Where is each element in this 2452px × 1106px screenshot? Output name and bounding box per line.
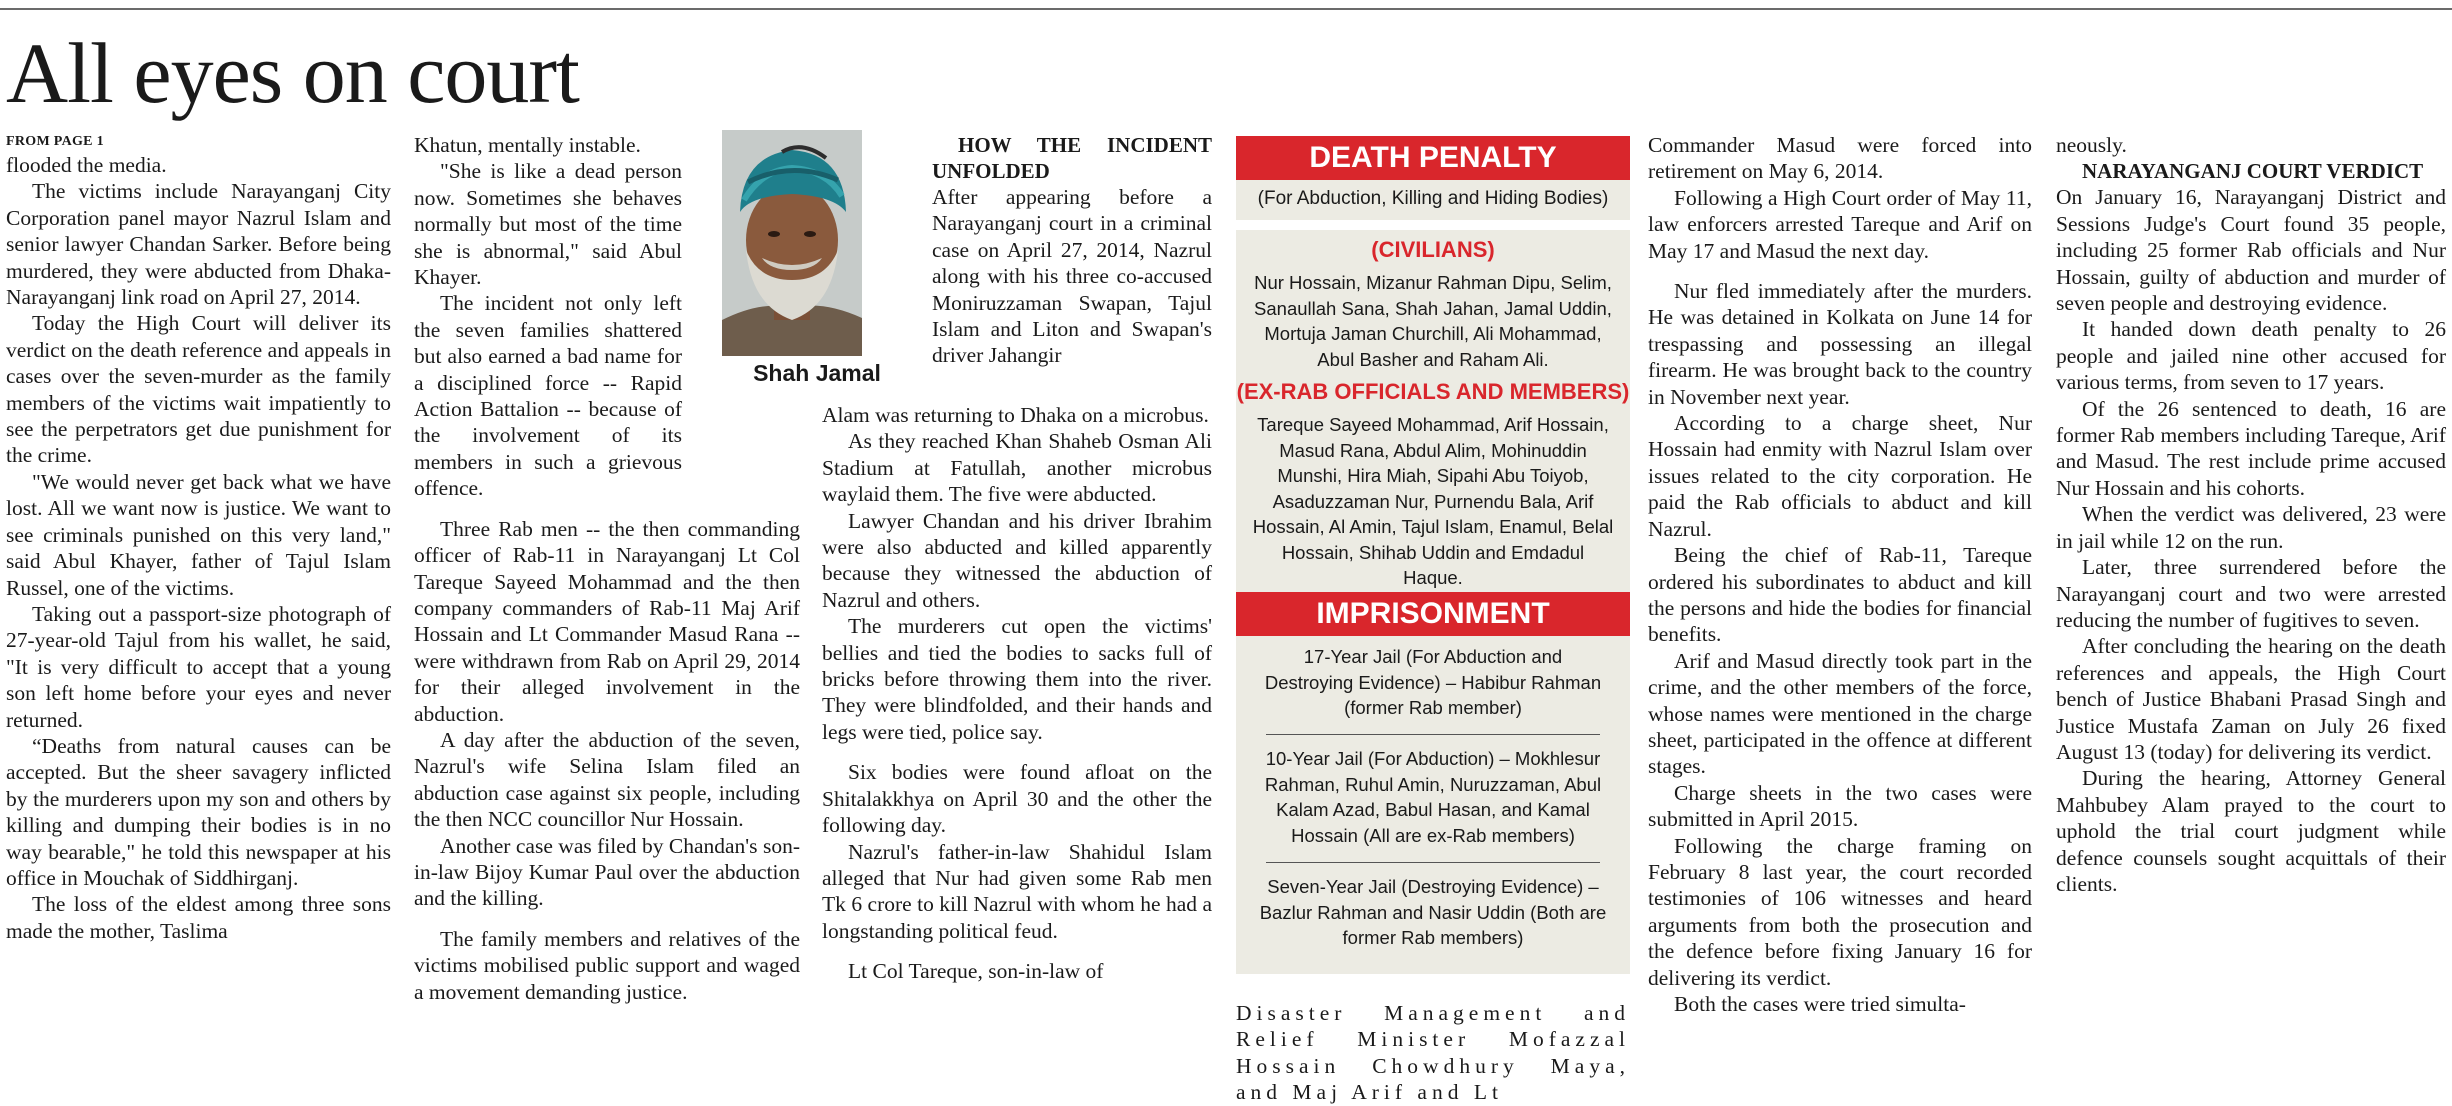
divider <box>1266 734 1600 735</box>
paragraph: The loss of the eldest among three sons made the mother, Taslima <box>6 892 391 943</box>
paragraph: It handed down death penalty to 26 people and jailed nine other accused for various terms, from seven to 17 years. <box>2056 317 2446 395</box>
paragraph: A day after the abduction of the seven, Nazrul's wife Selina Islam filed an abduction case against six people, including the then NCC councillor Nur Hossain. <box>414 727 800 832</box>
paragraph: Nur fled immediately after the murders. He was detained in Kolkata on June 14 for trespassing and possessing an illegal firearm. He was brought back to the country in November next year. <box>1648 279 2032 409</box>
divider <box>1266 862 1600 863</box>
paragraph: Nazrul's father-in-law Shahidul Islam alleged that Nur had given some Rab men Tk 6 crore to kill Nazrul with whom he had a longstanding political feud. <box>822 839 1212 943</box>
paragraph: Alam was returning to Dhaka on a microbus. <box>822 403 1209 427</box>
sentence-summary-box <box>1236 136 1630 974</box>
death-penalty-subtitle: (For Abduction, Killing and Hiding Bodies) <box>1257 188 1609 209</box>
civilians-list: Nur Hossain, Mizanur Rahman Dipu, Selim, Sanaullah Sana, Shah Jahan, Jamal Uddin, Mortuja Jaman Churchill, Ali Mohammad, Abul Basher and Raham Ali. <box>1254 272 1612 370</box>
paragraph: After appearing before a Narayanganj court in a criminal case on April 27, 2014, Nazrul along with his three co-accused Moniruzzaman Swapan, Tajul Islam and Liton and Swapan's driver Jahangir <box>932 185 1212 368</box>
column-1 <box>6 132 391 1078</box>
paragraph: According to a charge sheet, Nur Hossain had enmity with Nazrul Islam over issues related to the city corporation. He paid the Rab officials to abduct and kill Nazrul. <box>1648 411 2032 541</box>
column-3-top <box>932 132 1212 402</box>
portrait-photo <box>722 130 862 356</box>
column-3 <box>822 402 1212 1078</box>
civilians-heading: (CIVILIANS) <box>1371 237 1495 262</box>
paragraph: Lawyer Chandan and his driver Ibrahim were also abducted and killed apparently because they witnessed the abduction of Nazrul and others. <box>822 508 1212 612</box>
paragraph: Being the chief of Rab-11, Tareque ordered his subordinates to abduct and kill the persons and hide the bodies for financial benefits. <box>1648 543 2032 647</box>
headline: All eyes on court <box>6 25 579 121</box>
column-7 <box>2056 132 2446 1078</box>
box-separator <box>1236 220 1630 230</box>
death-penalty-banner: DEATH PENALTY <box>1236 136 1630 180</box>
paragraph: When the verdict was delivered, 23 were in jail while 12 on the run. <box>2056 502 2446 553</box>
paragraph: Charge sheets in the two cases were submitted in April 2015. <box>1648 780 2032 832</box>
jail-entry-seven-year: Seven-Year Jail (Destroying Evidence) – Bazlur Rahman and Nasir Uddin (Both are former Rab members) <box>1259 876 1607 948</box>
paragraph: Following a High Court order of May 11, law enforcers arrested Tareque and Arif on May 17 and Masud the next day. <box>1648 185 2032 263</box>
subhead-how-incident-unfolded: HOW THE INCIDENT UNFOLDED <box>932 133 1212 183</box>
jail-entry-10-year: 10-Year Jail (For Abduction) – Mokhlesur Rahman, Ruhul Amin, Nuruzzaman, Abul Kalam Azad, Babul Hasan, and Kamal Hossain (All are ex-Rab members) <box>1264 748 1602 846</box>
paragraph: Both the cases were tried simulta- <box>1674 992 1966 1016</box>
paragraph: Taking out a passport-size photograph of 27-year-old Tajul from his wallet, he said, "It is very difficult to accept that a young son left home before your eyes and never returned. <box>6 601 391 732</box>
photo-caption: Shah Jamal <box>753 360 881 386</box>
paragraph: Three Rab men -- the then commanding officer of Rab-11 in Narayanganj Lt Col Tareque Sayeed Mohammad and the then company commanders of Rab-11 Maj Arif Hossain and Lt Commander Masud Rana -- were withdrawn from Rab on April 29, 2014 for their alleged involvement in the abduction. <box>414 516 800 726</box>
paragraph: Disaster Management and Relief Minister Mofazzal Hossain Chowdhury Maya, and Maj Arif and Lt <box>1236 1001 1630 1105</box>
jail-entry-17-year: 17-Year Jail (For Abduction and Destroying Evidence) – Habibur Rahman (former Rab member) <box>1264 646 1602 718</box>
paragraph: Lt Col Tareque, son-in-law of <box>848 959 1104 984</box>
paragraph: "She is like a dead person now. Sometimes she behaves normally but most of the time she is abnormal," said Abul Khayer. <box>414 159 682 290</box>
paragraph: "We would never get back what we have lost. All we want now is justice. We want to see criminals punished on this very land," said Abul Khayer, father of Tajul Islam Russel, one of the victims. <box>6 469 391 600</box>
paragraph: As they reached Khan Shaheb Osman Ali Stadium at Fatullah, another microbus waylaid them. The five were abducted. <box>822 429 1212 507</box>
paragraph: On January 16, Narayanganj District and Sessions Judge's Court found 35 people, including 25 former Rab officials and Nur Hossain, guilty of abduction and murder of seven people and destroying evidence. <box>2056 185 2446 316</box>
paragraph: After concluding the hearing on the death references and appeals, the High Court bench of Justice Bhabani Prasad Singh and Justice Mustafa Zaman on July 26 fixed August 13 (today) for delivering its verdict. <box>2056 634 2446 764</box>
paragraph: Commander Masud were forced into retirement on May 6, 2014. <box>1648 133 2032 184</box>
column-6 <box>1648 132 2032 1078</box>
paragraph: Later, three surrendered before the Narayanganj court and two were arrested reducing the number of fugitives to seven. <box>2056 555 2446 632</box>
from-page-kicker: FROM PAGE 1 <box>6 134 104 149</box>
paragraph: “Deaths from natural causes can be accepted. But the sheer savagery inflicted by the murderers upon my son and others by killing and dumping their bodies is in no way bearable," he told this newspaper at his office in Mouchak of Siddhirganj. <box>6 733 391 890</box>
paragraph: The incident not only left the seven families shattered but also earned a bad name for a disciplined force -- Rapid Action Battalion -- because of the involvement of its members in such a grievous offence. <box>414 291 682 501</box>
subhead-narayanganj-court-verdict: NARAYANGANJ COURT VERDICT <box>2082 159 2424 184</box>
paragraph: Six bodies were found afloat on the Shitalakkhya on April 30 and the other the following day. <box>822 760 1212 838</box>
paragraph: Khatun, mentally instable. <box>414 133 641 157</box>
paragraph: The family members and relatives of the victims mobilised public support and waged a movement demanding justice. <box>414 926 800 1004</box>
ex-rab-list: Tareque Sayeed Mohammad, Arif Hossain, Masud Rana, Abdul Alim, Mohinuddin Munshi, Hira Miah, Sipahi Abu Toiyob, Asaduzzaman Nur, Purnendu Bala, Arif Hossain, Al Amin, Tajul Islam, Enamul, Belal Hossain, Shihab Uddin and Emdadul Haque. <box>1252 414 1614 588</box>
column-5-bottom <box>1236 1000 1630 1105</box>
paragraph: Following the charge framing on February 8 last year, the court recorded testimonies of 106 witnesses and heard arguments from both the prosecution and the defence before fixing January 16 for delivering its verdict. <box>1648 833 2032 990</box>
paragraph: Today the High Court will deliver its verdict on the death reference and appeals in cases over the seven-murder as the family members of the victims wait impatiently to see the perpetrators get due punishment for the crime. <box>6 311 391 468</box>
paragraph: The murderers cut open the victims' bellies and tied the bodies to sacks full of bricks before throwing them into the river. They were blindfolded, and their hands and legs were tied, police say. <box>822 614 1212 744</box>
portrait-illustration <box>722 130 862 356</box>
paragraph: Another case was filed by Chandan's son-in-law Bijoy Kumar Paul over the abduction and the killing. <box>414 833 800 911</box>
paragraph: During the hearing, Attorney General Mahbubey Alam prayed to the court to uphold the trial court judgment while defence counsels sought acquittals of their clients. <box>2056 766 2446 896</box>
paragraph: neously. <box>2056 133 2127 157</box>
paragraph: flooded the media. <box>6 153 167 177</box>
ex-rab-heading: (EX-RAB OFFICIALS AND MEMBERS) <box>1236 379 1630 404</box>
paragraph: The victims include Narayanganj City Corporation panel mayor Nazrul Islam and senior lawyer Chandan Sarker. Before being murdered, they were abducted from Dhaka-Narayanganj link road on April 27, 2014. <box>6 179 391 310</box>
top-rule <box>0 8 2452 10</box>
imprisonment-banner: IMPRISONMENT <box>1236 592 1630 636</box>
paragraph: Of the 26 sentenced to death, 16 are former Rab members including Tareque, Arif and Masud. The rest include prime accused Nur Hossain and his cohorts. <box>2056 396 2446 500</box>
paragraph: Arif and Masud directly took part in the crime, and the other members of the force, whose names were mentioned in the charge sheet, participated in the offence at different stages. <box>1648 648 2032 779</box>
